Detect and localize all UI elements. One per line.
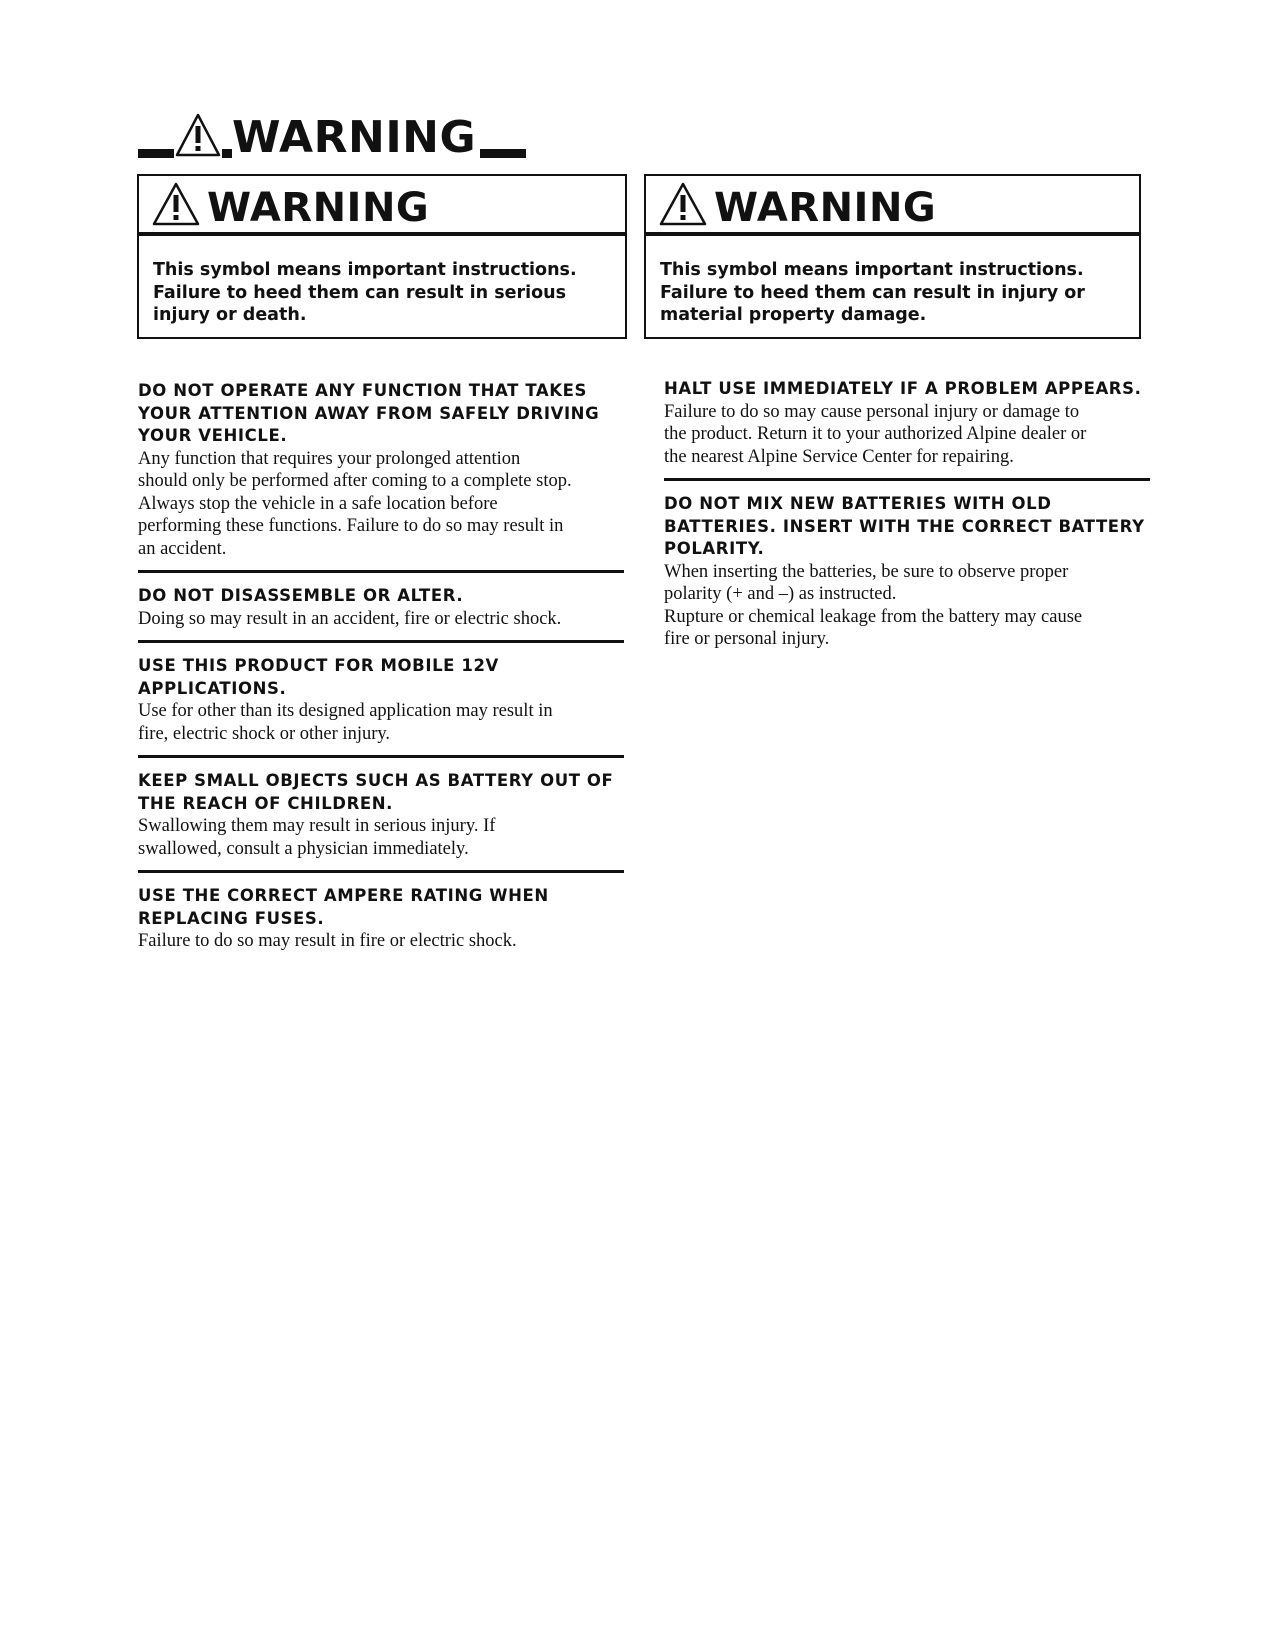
section-heading: HALT USE IMMEDIATELY IF A PROBLEM APPEARS. bbox=[664, 379, 1142, 398]
section-body: Failure to do so may result in fire or electric shock. bbox=[138, 931, 517, 951]
section-body: Any function that requires your prolonged attention should only be performed after coming to a complete stop. Always stop the vehicle in a safe location before performing these functions. Failure to do so may result in an accident. bbox=[138, 448, 572, 559]
warning-box-title: WARNING bbox=[714, 185, 937, 231]
warning-triangle-icon bbox=[658, 181, 708, 227]
section-body: Use for other than its designed application may result in fire, electric shock or other injury. bbox=[138, 701, 553, 744]
warning-section bbox=[138, 770, 624, 873]
section-heading: KEEP SMALL OBJECTS SUCH AS BATTERY OUT OF THE REACH OF CHILDREN. bbox=[138, 771, 614, 813]
warning-section bbox=[664, 378, 1150, 481]
left-column bbox=[138, 380, 624, 975]
right-column bbox=[664, 378, 1150, 673]
warning-section bbox=[138, 885, 624, 963]
section-heading: USE THIS PRODUCT FOR MOBILE 12V APPLICATIONS. bbox=[138, 656, 499, 698]
section-heading: DO NOT MIX NEW BATTERIES WITH OLD BATTERIES. INSERT WITH THE CORRECT BATTERY POLARITY. bbox=[664, 494, 1145, 558]
warning-box-header bbox=[646, 176, 1139, 236]
page-heading bbox=[138, 112, 526, 162]
warning-section bbox=[138, 380, 624, 573]
section-body: When inserting the batteries, be sure to observe proper polarity (+ and –) as instructed. Rupture or chemical leakage from the battery may cause fire or personal injury. bbox=[664, 561, 1083, 649]
warning-section bbox=[138, 585, 624, 643]
section-body: Swallowing them may result in serious injury. If swallowed, consult a physician immediately. bbox=[138, 816, 496, 859]
warning-box-serious bbox=[137, 174, 627, 339]
warning-box-header bbox=[139, 176, 625, 236]
warning-box-damage bbox=[644, 174, 1141, 339]
warning-section bbox=[664, 493, 1150, 661]
section-heading: DO NOT DISASSEMBLE OR ALTER. bbox=[138, 586, 464, 605]
warning-box-text: This symbol means important instructions. Failure to heed them can result in injury or material property damage. bbox=[660, 260, 1085, 325]
section-body: Doing so may result in an accident, fire or electric shock. bbox=[138, 608, 562, 629]
section-heading: USE THE CORRECT AMPERE RATING WHEN REPLACING FUSES. bbox=[138, 886, 549, 928]
warning-box-text: This symbol means important instructions. Failure to heed them can result in serious injury or death. bbox=[153, 260, 577, 325]
section-heading: DO NOT OPERATE ANY FUNCTION THAT TAKES YOUR ATTENTION AWAY FROM SAFELY DRIVING YOUR VEHICLE. bbox=[138, 381, 600, 445]
warning-box-title: WARNING bbox=[207, 185, 430, 231]
page-heading-text: WARNING bbox=[232, 116, 480, 158]
warning-triangle-icon bbox=[174, 112, 222, 158]
section-body: Failure to do so may cause personal injury or damage to the product. Return it to your authorized Alpine dealer or the nearest Alpine Service Center for repairing. bbox=[664, 401, 1087, 467]
warning-triangle-icon bbox=[151, 181, 201, 227]
warning-section bbox=[138, 655, 624, 758]
